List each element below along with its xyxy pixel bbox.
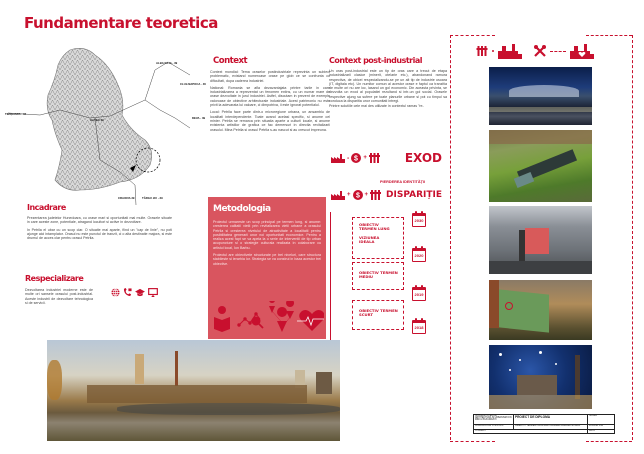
right-frame-right [632, 35, 633, 440]
dollar-icon [351, 153, 361, 163]
lanterns-photo [489, 345, 592, 409]
label-targu-jiu: TÂRGU JIU - 39 [142, 196, 163, 200]
svg-text:$: $ [354, 155, 359, 163]
right-frame-top-left [450, 35, 495, 36]
location-pins-icon [269, 301, 294, 332]
incadrare-heading: Incadrare [27, 203, 66, 212]
operator: + [363, 155, 367, 161]
label-cluj: CLUJ-NAPOCA - 46 [180, 82, 206, 86]
phone-icon [123, 288, 132, 297]
reading-person-icon [214, 306, 230, 332]
year-2019: 2019 [414, 292, 424, 297]
objective-label: OBIECTIV TERMEN LUNG [359, 222, 390, 232]
exod-equation [331, 150, 446, 166]
label-craiova: CRAIOVA 39 [118, 196, 135, 200]
night-town-photo [489, 67, 592, 125]
student-cell: STUDENT [474, 429, 588, 433]
metodologia-paragraph: Proiectul are obiectivele structurate pe trei niveluri, care structura stabileste si ierarhia lor. Strategia se va construi in baza acestor trei obiective. [213, 253, 321, 266]
industrial-panorama-photo [47, 340, 340, 441]
factory-icon [331, 191, 345, 200]
operator: + [347, 192, 351, 198]
factory-icon [498, 44, 522, 59]
label-alba-iulia: ALBA IULIA - 39 [156, 61, 178, 65]
right-panel-icons [476, 43, 616, 59]
disparitie-equation [331, 187, 446, 203]
svg-text:$: $ [355, 192, 360, 200]
network-graph-icon [238, 313, 263, 328]
incadrare-section [27, 203, 172, 243]
objective-label: OBIECTIV TERMEN MEDIU [359, 270, 398, 280]
year-2030: 2030 [414, 218, 424, 223]
date-cell: DATA [588, 429, 615, 433]
objective-sub-label: VIZIUNEA IDEALA [359, 234, 380, 245]
factory-heart-icon [570, 44, 594, 59]
right-frame-top-right [586, 35, 632, 36]
globe-icon [111, 288, 120, 297]
objective-label: OBIECTIV TERMEN SCURT [359, 308, 398, 318]
people-icon [370, 190, 381, 200]
mine-icon [476, 46, 488, 56]
respecializare-icons [111, 288, 158, 297]
post-industrial-heading: Context post-industrial [329, 56, 422, 65]
tools-icon [534, 45, 546, 57]
mural-photo [489, 280, 592, 340]
context-heading: Context [213, 56, 248, 66]
context-section [208, 56, 330, 135]
post-industrial-paragraph: Printre solutiile cele mai des utilizate in contextul ramas "re- [329, 104, 424, 109]
timeline-frame-left [330, 212, 331, 352]
graduation-cap-icon [135, 288, 145, 297]
dollar-icon [353, 190, 363, 200]
metodologia-heading: Metodologia [213, 204, 271, 214]
people-icon [369, 153, 380, 163]
post-industrial-section [329, 56, 447, 112]
right-frame-bottom-right [586, 441, 632, 442]
label-timisoara: TIMIȘOARA - 34 [5, 112, 27, 116]
calendar-icon [412, 320, 426, 334]
respecializare-section [25, 274, 175, 305]
right-frame-bottom-left [450, 441, 495, 442]
label-hateg: HAȚEG 39 [90, 118, 104, 122]
year-2020: 2020 [414, 253, 424, 258]
year-2018: 2018 [414, 325, 424, 330]
monitor-icon [148, 288, 158, 297]
incadrare-paragraph: Prezentarea judetelor Hunedoara, cu orase mari si oportunitati mai multe. Orasele situate in care aceste zone, potentiale, atragand locuitori si active in dezvoltare. [27, 216, 172, 225]
coordinator-cell: CONDUCATOR STIINTIFIC [474, 425, 514, 429]
context-paragraph: Context mondial: Tema oraselor postindustriale reprezinta un subiect problematic, existand numeroase orase pe glob ce se confrunta cu dificultati, dupa caderea industriei. [210, 70, 330, 83]
scale-cell: SCARA [588, 415, 615, 425]
respecializare-text: Dezvoltarea industriei moderne este de multe ori sansele orasului post-industrial. Aceste industrii de dezvoltare tehnologica si de servicii. [25, 288, 93, 305]
train-photo [489, 130, 592, 202]
building-protest-photo [489, 206, 592, 274]
objective-short-term [352, 300, 404, 330]
heartbeat-icon [297, 310, 324, 331]
theme-cell: OBIECTIV TERMEN LUNG REVITALIZARE URBANA PETRILA [514, 425, 588, 429]
identity-loss-label: PIERDEREA IDENTITĂȚII [380, 180, 426, 184]
project-title-cell: PROIECT DE DIPLOMA [514, 415, 588, 425]
calendar-icon [412, 213, 426, 227]
context-paragraph: National: Romania se afla dezavantajata printre tarile in care industrializarea a reprezentat un fenomen extins, cu un numar mare de orase dezvoltate in jurul industriei. Astfel, discutam in prezent de exemple valoroase de obiective arhitecturale industriale. Acest patrimoniu nu este privit la adevarata lui valoare, ci dimpotriva, ii este ignorat potentialul. [210, 85, 330, 108]
location-map [0, 40, 205, 205]
objective-long-term [352, 217, 404, 259]
operator: - [347, 154, 350, 162]
metodologia-paragraph: Proiectul urmareste un scop principal pe termen lung, si anume: cresterea calitatii vietii prin revitalizarea vietii urbane a orasului Petrila si cresterea nivelului de atractivitate a localitatii pentru posibilitatea generarii unor noi oportunitati economice. Pentru a realiza acest fapt se va apela la o serie de interventii de tip urban acupuncture si o strategie culturala realizata in colaborare cu artistul local, Ion Barbu. [213, 220, 321, 250]
calendar-icon [412, 248, 426, 262]
page-title: Fundamentare teoretica [24, 14, 218, 32]
right-frame-left [450, 35, 451, 440]
objective-medium-term [352, 262, 404, 290]
disparitie-result: DISPARIȚIE [386, 190, 442, 200]
exod-result: EXOD [404, 151, 442, 165]
metodologia-icons [212, 301, 324, 333]
metodologia-panel [208, 197, 326, 339]
context-paragraph: Local: Petrila face parte dintr-o microregiune urbana, un ansamblu de localitati interdependente. Toate avand acelasi specific, si anume cel minier. Petrila se remarca prin situatia aparte a culturii locale, si anume existenta artistilor de grafica ce fac demersuri in directia revitalizarii orasului. Mina Petrila si orasul Petrila s-au nascut si au crescut impreuna. [210, 110, 330, 132]
operator: + [364, 192, 369, 198]
university-cell: UNIVERSITATEA DE ARHITECTURA SI URBANISM ION MINCU BUCURESTI [474, 415, 514, 425]
incadrare-paragraph: In Petrila el ubar cu un scop clar. O situatie mai aparte, fiind un "cap de linie", nu poti ajunge aici intamplator. Orasul nu este punctul de tranzit, ci o alta destinatie majora, si este drumul de acces clar pentru orasul Petrila. [27, 227, 172, 241]
title-block [473, 414, 615, 434]
post-industrial-paragraph: Un oras post-industrial este un tip de oras care a trecut de etapa industrializarii clasice (minerit, otelarie etc.), abandonand ramura respectiva, de obicei respecializandu-se pe un alt tip de industrie usoara (IT, digitala etc). Un numitor comun al acestor orase e faptul ca tranzitia de multe ori nu are loc, lasand un gol economic. Din aceasta privinta, se dezvolta un exod al populatiei rezultand si intr-un gol social. Orasele respective ajung sa sufere pe toate planurile urbane si pot cu timpul sa conduca la disparitia unor comunitati intregi. [329, 69, 447, 104]
factory-icon [331, 154, 345, 163]
calendar-icon [412, 287, 426, 301]
respecializare-heading: Respecializare [25, 274, 84, 283]
sheet-cell: PLANSA 1/10 [588, 425, 615, 429]
label-deva: DEVA - 39 [192, 116, 206, 120]
